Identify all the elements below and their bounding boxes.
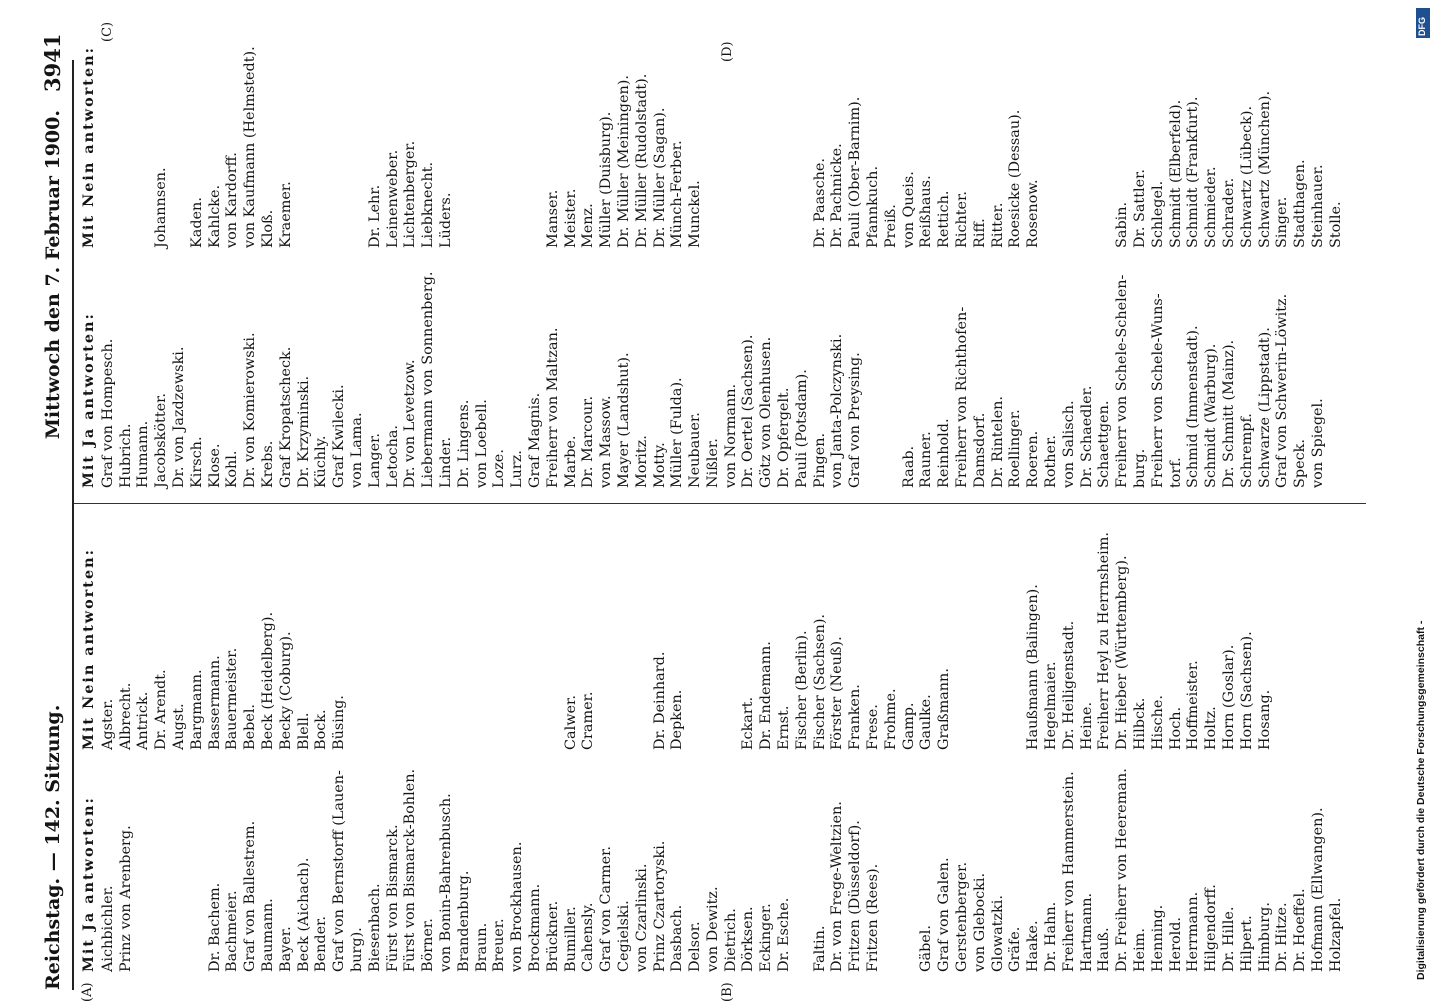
member-name: [1096, 98, 1114, 248]
member-name: Münch-Ferber.: [669, 140, 686, 248]
member-name: Raab.: [900, 445, 917, 488]
member-name: Holzapfel.: [1327, 897, 1344, 972]
dfg-logo-text: DFG: [1417, 17, 1427, 36]
member-name: von Lama.: [348, 412, 365, 488]
marker-c: (C): [100, 21, 115, 42]
member-name: [491, 600, 509, 750]
member-name: Bebel.: [242, 704, 259, 750]
member-name: Graf Kwilecki.: [331, 384, 348, 488]
member-name: Graf von Hompesch.: [99, 338, 116, 488]
member-name: [189, 822, 207, 972]
member-name: [527, 600, 545, 750]
member-name: Dr. Endemann.: [758, 641, 775, 750]
member-name: Dr. Bachem.: [206, 882, 223, 972]
digitization-credit: [1415, 20, 1431, 980]
member-name: Haake.: [1025, 920, 1042, 972]
member-name: Büsing.: [331, 695, 348, 750]
member-name: Linder.: [437, 436, 454, 488]
member-name: [705, 600, 723, 750]
marker-d: (D): [720, 41, 735, 62]
member-name: Schmid (Immenstadt).: [1185, 325, 1202, 488]
member-name: Dietrich.: [722, 908, 739, 972]
member-name: Dr. Freiherr von Heereman.: [1114, 768, 1131, 972]
member-name: von Normann.: [722, 383, 739, 488]
member-name: Motty.: [651, 442, 668, 488]
member-name: Graf von Schwerin-Löwitz.: [1274, 293, 1291, 488]
member-name: [438, 600, 456, 750]
member-name: Dr. Krzyminski.: [295, 375, 312, 488]
member-name: Prinz von Arenberg.: [117, 825, 134, 972]
member-name: [135, 98, 153, 248]
member-name: Calwer.: [562, 695, 579, 750]
member-name: Ritter.: [989, 202, 1006, 248]
header-rule: [72, 60, 74, 990]
member-name: Fischer (Sachsen).: [811, 613, 828, 750]
member-name: Graf von Carmer.: [598, 846, 615, 972]
member-name: Roesicke (Dessau).: [1007, 109, 1024, 248]
member-name: Cegielski.: [615, 900, 632, 972]
member-name: Frese.: [865, 704, 882, 750]
member-name: Franken.: [847, 684, 864, 750]
member-name: Freiherr von Hammerstein.: [1060, 771, 1077, 972]
member-name: [1061, 98, 1079, 248]
member-name: Rettich.: [936, 190, 953, 248]
member-name: Heim.: [1132, 928, 1149, 972]
member-name: [723, 98, 741, 248]
member-name: Marbe.: [562, 435, 579, 488]
member-name: Dr. Müller (Meiningen).: [615, 75, 632, 248]
member-name: [296, 98, 314, 248]
member-name: Eckart.: [740, 696, 757, 750]
member-name: Kohl.: [224, 450, 241, 488]
member-name: Schwartz (Lübeck).: [1238, 105, 1255, 248]
member-name: Schlegel.: [1149, 180, 1166, 248]
member-name: Graßmann.: [936, 668, 953, 750]
member-name: Schmidt (Elberfeld).: [1167, 99, 1184, 248]
member-name: Lurz.: [509, 450, 526, 488]
member-name: Hartmann.: [1078, 892, 1095, 972]
column-nein-1: [80, 532, 1274, 750]
member-name: Müller (Duisburg).: [598, 111, 615, 248]
member-name: Bock.: [313, 709, 330, 750]
member-name: Hilgendorff.: [1203, 884, 1220, 972]
member-name: Dr. Hille.: [1221, 906, 1237, 972]
member-name: Hoffmeister.: [1185, 660, 1202, 750]
member-name: Schrempf.: [1238, 413, 1255, 488]
member-name: [349, 600, 367, 750]
member-name: [545, 600, 563, 750]
member-name: Schaettgen.: [1096, 400, 1113, 488]
column-ja-2: [80, 271, 1328, 488]
member-name: Hosang.: [1256, 689, 1273, 750]
member-name: torf.: [1167, 457, 1184, 488]
member-name: Dr. Lingens.: [455, 399, 472, 488]
member-name: [1043, 98, 1061, 248]
member-name: Klose.: [206, 443, 223, 488]
member-name: Liebermann von Sonnenberg.: [420, 271, 437, 488]
member-name: [402, 600, 420, 750]
member-name: Sabin.: [1114, 201, 1131, 248]
member-name: Dr. Deinhard.: [651, 651, 668, 750]
member-name: Roellinger.: [1007, 409, 1024, 488]
member-name: Steinhauer.: [1309, 164, 1326, 248]
member-name: [171, 822, 189, 972]
member-name: [367, 600, 385, 750]
page-number: 3941: [40, 33, 65, 92]
member-name: [331, 98, 349, 248]
member-name: [153, 822, 171, 972]
member-name: Bauermeister.: [224, 647, 241, 750]
member-name: Dörksen.: [740, 906, 757, 972]
member-name: Kloß.: [259, 209, 276, 248]
member-name: Gräfe.: [1007, 926, 1024, 972]
member-name: Delsor.: [687, 921, 704, 972]
member-name: Beck (Aichach).: [295, 857, 312, 972]
member-name: [883, 822, 901, 972]
member-name: [972, 600, 990, 750]
column-heading: Mit Ja antworten:: [80, 796, 97, 972]
member-name: Schwarze (Lippstadt).: [1256, 327, 1273, 488]
column-nein-2: [80, 46, 1346, 248]
member-name: Dr. von Levetzow.: [402, 359, 419, 488]
member-name: Mayer (Landshut).: [615, 352, 632, 488]
member-name: Dr. Hahn.: [1043, 901, 1060, 972]
member-name: Agster.: [99, 698, 116, 750]
member-name: Dr. Schmitt (Mainz).: [1221, 339, 1237, 488]
member-name: burg).: [348, 927, 365, 972]
member-name: [456, 600, 474, 750]
member-name: Freiherr von Schele-Wuns-: [1149, 293, 1166, 488]
member-name: Braun.: [473, 922, 490, 972]
member-name: [1079, 98, 1097, 248]
member-name: Damsdorf.: [971, 412, 988, 488]
member-name: Rosenow.: [1025, 179, 1042, 248]
member-name: von Janta-Polczynski.: [829, 333, 846, 488]
member-name: Lüders.: [437, 192, 454, 248]
member-name: Roeren.: [1025, 430, 1042, 488]
member-name: [865, 338, 883, 488]
member-name: [135, 822, 153, 972]
member-name: Speck.: [1292, 439, 1309, 488]
member-name: Albrecht.: [117, 682, 134, 750]
member-name: Moritz.: [633, 435, 650, 488]
member-name: Brückner.: [544, 900, 561, 972]
member-name: [794, 822, 812, 972]
member-name: [100, 98, 118, 248]
page-header: [40, 33, 72, 990]
member-name: Gerstenberger.: [954, 861, 971, 972]
member-name: [509, 600, 527, 750]
member-name: von Kardorff.: [224, 152, 241, 248]
member-name: Dr. Rintelen.: [989, 396, 1006, 488]
member-name: [901, 822, 919, 972]
member-name: [598, 600, 616, 750]
member-name: Augst.: [170, 703, 187, 750]
member-name: Eckinger.: [758, 903, 775, 972]
member-name: Küchly.: [313, 435, 330, 488]
member-name: Rother.: [1043, 435, 1060, 488]
member-name: [385, 600, 403, 750]
member-name: Bachmeier.: [224, 890, 241, 972]
member-name: Liebknecht.: [420, 161, 437, 248]
member-name: Dr. von Jazdzewski.: [170, 346, 187, 488]
member-name: Aichbichler.: [99, 885, 116, 972]
member-name: Freiherr von Schele-Schelen-: [1114, 274, 1131, 488]
member-name: [420, 600, 438, 750]
member-name: Langer.: [366, 432, 383, 488]
member-name: Förster (Neuß).: [829, 636, 846, 750]
member-name: Freiherr von Maltzan.: [544, 327, 561, 488]
member-name: Kaden.: [188, 197, 205, 248]
member-name: [954, 600, 972, 750]
member-name: Frohme.: [882, 688, 899, 750]
member-name: Graf von Ballestrem.: [242, 820, 259, 972]
member-name: Jacobskötter.: [153, 392, 170, 488]
member-name: von Loebell.: [473, 399, 490, 488]
member-name: [171, 98, 189, 248]
member-name: Munckel.: [687, 180, 704, 248]
member-name: von Glebocki.: [971, 872, 988, 972]
member-name: Rauner.: [918, 431, 935, 488]
member-name: von Bonin-Bahrenbusch.: [437, 793, 454, 972]
member-name: [723, 600, 741, 750]
member-name: von Spiegel.: [1309, 398, 1326, 488]
member-name: Schrader.: [1221, 177, 1237, 248]
member-name: Beck (Heidelberg).: [259, 611, 276, 750]
member-name: Preiß.: [882, 204, 899, 248]
column-heading: Mit Nein antworten:: [80, 548, 97, 750]
member-name: von Salisch.: [1060, 400, 1077, 488]
member-name: [687, 600, 705, 750]
member-name: Heine.: [1078, 701, 1095, 750]
member-name: [794, 98, 812, 248]
member-name: burg.: [1132, 448, 1149, 488]
member-name: Dr. von Frege-Weltzien.: [829, 801, 846, 972]
member-name: Fürst von Bismarck-Bohlen.: [402, 768, 419, 972]
member-name: Stadthagen.: [1292, 159, 1309, 248]
member-name: Hilbck.: [1132, 697, 1149, 750]
member-name: Humann.: [135, 420, 152, 488]
member-name: von Dewitz.: [704, 886, 721, 972]
member-name: Brockmann.: [526, 883, 543, 972]
member-name: Pauli (Potsdam).: [793, 369, 810, 488]
member-name: Dr. Esche.: [776, 897, 793, 972]
header-right: Mittwoch den 7. Februar 1900.: [42, 110, 64, 440]
member-name: Schmieder.: [1203, 166, 1220, 248]
member-name: [740, 98, 758, 248]
member-name: Graf von Galen.: [936, 857, 953, 972]
member-name: Brandenburg.: [455, 870, 472, 972]
member-name: Horn (Sachsen).: [1238, 631, 1255, 750]
dfg-logo: [1416, 8, 1430, 38]
member-name: [509, 98, 527, 248]
member-name: Hilpert.: [1238, 915, 1255, 972]
member-name: Nißler.: [704, 438, 721, 488]
member-name: Gamp.: [900, 702, 917, 750]
member-name: Fürst von Bismarck.: [384, 824, 401, 972]
member-name: Loze.: [491, 449, 508, 488]
member-name: Fritzen (Düsseldorf).: [847, 820, 864, 972]
member-name: Freiherr von Richthofen-: [954, 306, 971, 488]
member-name: Dr. Pachnicke.: [829, 143, 846, 248]
member-name: Blell.: [295, 712, 312, 750]
member-name: Schmidt (Warburg).: [1203, 343, 1220, 488]
member-name: von Massow.: [598, 395, 615, 488]
member-name: Richter.: [954, 191, 971, 248]
member-name: [313, 98, 331, 248]
member-name: [705, 98, 723, 248]
member-name: Johannsen.: [153, 167, 170, 248]
member-name: Kahlcke.: [206, 184, 223, 248]
member-name: Bargmann.: [188, 669, 205, 750]
member-name: Dr. von Komierowski.: [242, 332, 259, 488]
member-name: [883, 338, 901, 488]
member-name: Meister.: [562, 188, 579, 248]
member-name: Faltin.: [811, 925, 828, 972]
member-name: Dr. Müller (Rudolstadt).: [633, 73, 650, 248]
member-name: Graf Magnis.: [526, 392, 543, 488]
member-name: Dr. Arendt.: [153, 669, 170, 750]
member-name: Schmidt (Frankfurt).: [1185, 96, 1202, 248]
member-name: [776, 98, 794, 248]
member-name: Graf Kropatscheck.: [277, 346, 294, 488]
member-name: von Czarlinski.: [633, 863, 650, 972]
member-name: Ernst.: [776, 705, 793, 750]
member-name: Lichtenberger.: [402, 140, 419, 248]
member-name: Pfannkuch.: [865, 165, 882, 248]
member-name: von Queis.: [900, 171, 917, 248]
member-name: [349, 98, 367, 248]
member-name: Fischer (Berlin).: [793, 630, 810, 750]
member-name: Hubrich.: [117, 423, 134, 488]
member-name: Götz von Olenhusen.: [758, 336, 775, 488]
member-name: Haußmann (Balingen).: [1025, 584, 1042, 750]
member-name: Breuer.: [491, 918, 508, 972]
member-name: Menz.: [580, 203, 597, 248]
member-name: Dr. Opfergelt.: [776, 387, 793, 488]
member-name: [616, 600, 634, 750]
member-name: [527, 98, 545, 248]
member-name: Börner.: [420, 918, 437, 972]
member-name: Stolle.: [1327, 201, 1344, 248]
member-name: Riff.: [971, 218, 988, 248]
member-name: Graf von Bernstorff (Lauen-: [331, 770, 348, 972]
member-name: von Brockhausen.: [509, 841, 526, 972]
member-name: Bumiller.: [562, 906, 579, 972]
member-name: [474, 600, 492, 750]
column-ja-1: [80, 768, 1346, 972]
member-name: Henning.: [1149, 904, 1166, 972]
member-name: Kirsch.: [188, 436, 205, 488]
member-name: [474, 98, 492, 248]
member-name: Manser.: [544, 189, 561, 248]
member-name: Gäbel.: [918, 925, 935, 972]
member-name: Dr. Heiligenstadt.: [1060, 620, 1077, 750]
member-name: Hoch.: [1167, 706, 1184, 750]
member-name: Becky (Coburg).: [277, 631, 294, 750]
member-name: Hofmann (Ellwangen).: [1309, 807, 1326, 972]
member-name: Dr. Müller (Sagan).: [651, 107, 668, 248]
member-name: Cramer.: [580, 691, 597, 750]
marker-a: (A): [80, 982, 95, 1002]
member-name: Bayer.: [277, 926, 294, 972]
member-name: Bassermann.: [206, 655, 223, 750]
member-name: Neubauer.: [687, 412, 704, 488]
member-name: Letocha.: [384, 424, 401, 488]
member-name: [456, 98, 474, 248]
member-name: [758, 98, 776, 248]
member-name: Horn (Goslar).: [1221, 644, 1237, 750]
member-name: Himburg.: [1256, 902, 1273, 972]
member-name: von Kaufmann (Helmstedt).: [242, 46, 259, 248]
member-name: Glowatzki.: [989, 895, 1006, 972]
member-name: Hegelmaier.: [1043, 661, 1060, 750]
member-name: Hische.: [1149, 695, 1166, 750]
member-name: Depken.: [669, 689, 686, 750]
member-name: Dr. Oertel (Sachsen).: [740, 334, 757, 488]
member-name: Holtz.: [1203, 706, 1220, 750]
member-name: Dr. Marcour.: [580, 395, 597, 488]
member-name: Krebs.: [259, 440, 276, 488]
member-name: Hauß.: [1096, 927, 1113, 972]
column-divider: [74, 503, 1366, 504]
member-name: [634, 600, 652, 750]
member-name: Reißhaus.: [918, 175, 935, 248]
member-name: Cahensly.: [580, 902, 597, 972]
member-name: [990, 600, 1008, 750]
member-name: Dasbach.: [669, 904, 686, 972]
member-name: Freiherr Heyl zu Herrnsheim.: [1096, 532, 1113, 750]
member-name: [491, 98, 509, 248]
column-heading: Mit Nein antworten:: [80, 46, 97, 248]
member-name: Dr. Lehr.: [366, 184, 383, 248]
credit-text: Digitalisierung gefördert durch die Deutsche Forschungsgemeinschaft -: [1415, 620, 1427, 980]
member-name: Fritzen (Rees).: [865, 863, 882, 972]
member-name: Dr. Sattler.: [1132, 169, 1149, 248]
member-name: Kraemer.: [277, 181, 294, 248]
member-name: Dr. Paasche.: [811, 158, 828, 248]
member-name: Müller (Fulda).: [669, 377, 686, 488]
member-name: Gaulke.: [918, 694, 935, 750]
member-name: [118, 98, 136, 248]
header-left: Reichstag. — 142. Sitzung.: [42, 704, 64, 990]
member-name: Graf von Preysing.: [847, 352, 864, 488]
column-heading: Mit Ja antworten:: [80, 312, 97, 488]
member-name: Dr. Hieber (Württemberg).: [1114, 555, 1131, 750]
member-name: Dr. Hitze.: [1274, 902, 1291, 972]
marker-b: (B): [720, 982, 735, 1002]
member-name: Prinz Czartoryski.: [651, 840, 668, 972]
member-name: Baumann.: [259, 898, 276, 972]
member-name: Herold.: [1167, 917, 1184, 972]
member-name: Herrmann.: [1185, 891, 1202, 972]
member-name: [1007, 600, 1025, 750]
member-name: Pauli (Ober-Barnim).: [847, 96, 864, 248]
member-name: Bender.: [313, 916, 330, 972]
member-name: Pingen.: [811, 432, 828, 488]
member-name: Singer.: [1274, 196, 1291, 248]
member-name: Antrick.: [135, 691, 152, 750]
member-name: Dr. Hoeffel.: [1292, 888, 1309, 972]
member-name: Dr. Schaedler.: [1078, 385, 1095, 488]
member-name: Reinhold.: [936, 418, 953, 488]
member-name: Schwartz (München).: [1256, 90, 1273, 248]
member-name: Leinenweber.: [384, 149, 401, 248]
member-name: Biesenbach.: [366, 883, 383, 972]
